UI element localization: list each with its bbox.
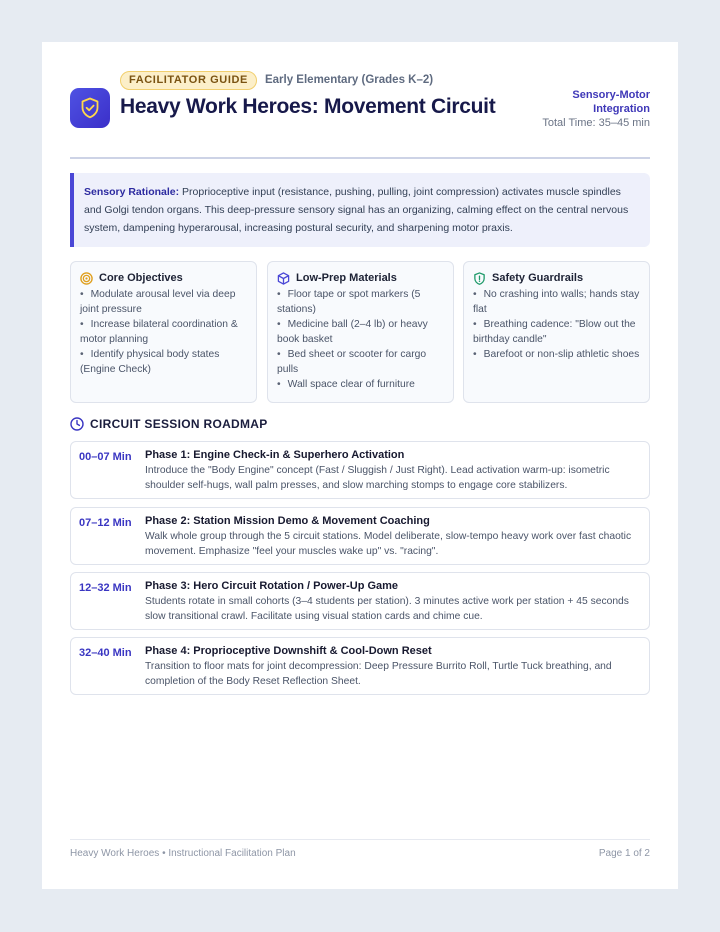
document-page (42, 42, 678, 889)
phase-title: Phase 2: Station Mission Demo & Movement Coaching (145, 515, 430, 527)
sensory-rationale (70, 173, 650, 247)
phase-description: Introduce the "Body Engine" concept (Fast / Sluggish / Just Right). Lead activation warm-up: isometric shoulder self-hugs, wall palm presses, and slow marching stomps to engage core stabilizers. (145, 465, 610, 491)
card-header (277, 270, 444, 286)
card-header (80, 270, 247, 286)
box-icon (277, 272, 290, 285)
list-item: • Identify physical body states (Engine Check) (80, 348, 247, 377)
roadmap-header (70, 417, 268, 431)
card-low-prep-materials (267, 261, 454, 403)
focus-area: Sensory-Motor Integration (572, 89, 650, 115)
phase-row (70, 637, 650, 695)
list-item: • Increase bilateral coordination & motor planning (80, 318, 247, 347)
shield-alert-icon (473, 272, 486, 285)
grade-level: Early Elementary (Grades K–2) (264, 74, 434, 86)
rationale-label: Sensory Rationale: (84, 186, 180, 198)
phase-time: 12–32 Min (79, 582, 132, 594)
list-item: • Wall space clear of furniture (277, 378, 444, 393)
shield-check-icon (70, 88, 110, 128)
phase-title: Phase 1: Engine Check-in & Superhero Activation (145, 449, 405, 461)
materials-list (277, 288, 444, 393)
phase-row (70, 507, 650, 565)
card-core-objectives (70, 261, 257, 403)
card-title: Safety Guardrails (492, 272, 584, 284)
clock-icon (70, 417, 84, 431)
header-divider (70, 157, 650, 159)
objectives-list (80, 288, 247, 377)
list-item: • Bed sheet or scooter for cargo pulls (277, 348, 444, 377)
footer-document-name: Heavy Work Heroes • Instructional Facilitation Plan (70, 848, 296, 859)
footer-divider (70, 839, 650, 840)
list-item: • Floor tape or spot markers (5 stations) (277, 288, 444, 317)
page-title: Heavy Work Heroes: Movement Circuit (120, 95, 496, 118)
target-icon (80, 272, 93, 285)
phase-title: Phase 4: Proprioceptive Downshift & Cool-Down Reset (145, 645, 432, 657)
phase-time: 00–07 Min (79, 451, 132, 463)
document-header (70, 70, 650, 158)
list-item: • Breathing cadence: "Blow out the birthday candle" (473, 318, 640, 347)
roadmap-title: CIRCUIT SESSION ROADMAP (90, 417, 268, 431)
title-block (120, 70, 500, 121)
card-title: Core Objectives (99, 272, 183, 284)
list-item: • No crashing into walls; hands stay flat (473, 288, 640, 317)
phase-description: Walk whole group through the 5 circuit stations. Model deliberate, slow-tempo heavy work over fast chaotic movement. Emphasize "feel your muscles wake up" vs. "racing". (145, 531, 632, 557)
footer-page-number: Page 1 of 2 (598, 848, 650, 859)
phase-title: Phase 3: Hero Circuit Rotation / Power-Up Game (145, 580, 399, 592)
rationale-text: Proprioceptive input (resistance, pushing, pulling, joint compression) activates muscle spindles and Golgi tendon organs. This deep-pressure sensory signal has an organizing, calming effect on the central nervous system, dampening hyperarousal, increasing postural security, and sharpening motor praxis. (84, 186, 629, 234)
phase-row (70, 572, 650, 630)
facilitator-badge: FACILITATOR GUIDE (120, 71, 257, 90)
tagline (120, 70, 500, 90)
phase-description: Transition to floor mats for joint decompression: Deep Pressure Burrito Roll, Turtle Tuck breathing, and completion of the Body Reset Reflection Sheet. (145, 661, 612, 687)
phase-row (70, 441, 650, 499)
list-item: • Barefoot or non-slip athletic shoes (473, 348, 640, 363)
card-title: Low-Prep Materials (296, 272, 397, 284)
header-meta (540, 88, 650, 129)
safety-list (473, 288, 640, 363)
phase-description: Students rotate in small cohorts (3–4 students per station). 3 minutes active work per station + 45 seconds slow transitional crawl. Facilitate using visual station cards and chime cue. (145, 596, 629, 622)
list-item: • Modulate arousal level via deep joint pressure (80, 288, 247, 317)
total-time: Total Time: 35–45 min (542, 117, 650, 129)
card-safety-guardrails (463, 261, 650, 403)
phase-time: 32–40 Min (79, 647, 132, 659)
list-item: • Medicine ball (2–4 lb) or heavy book basket (277, 318, 444, 347)
card-header (473, 270, 640, 286)
phase-time: 07–12 Min (79, 517, 132, 529)
